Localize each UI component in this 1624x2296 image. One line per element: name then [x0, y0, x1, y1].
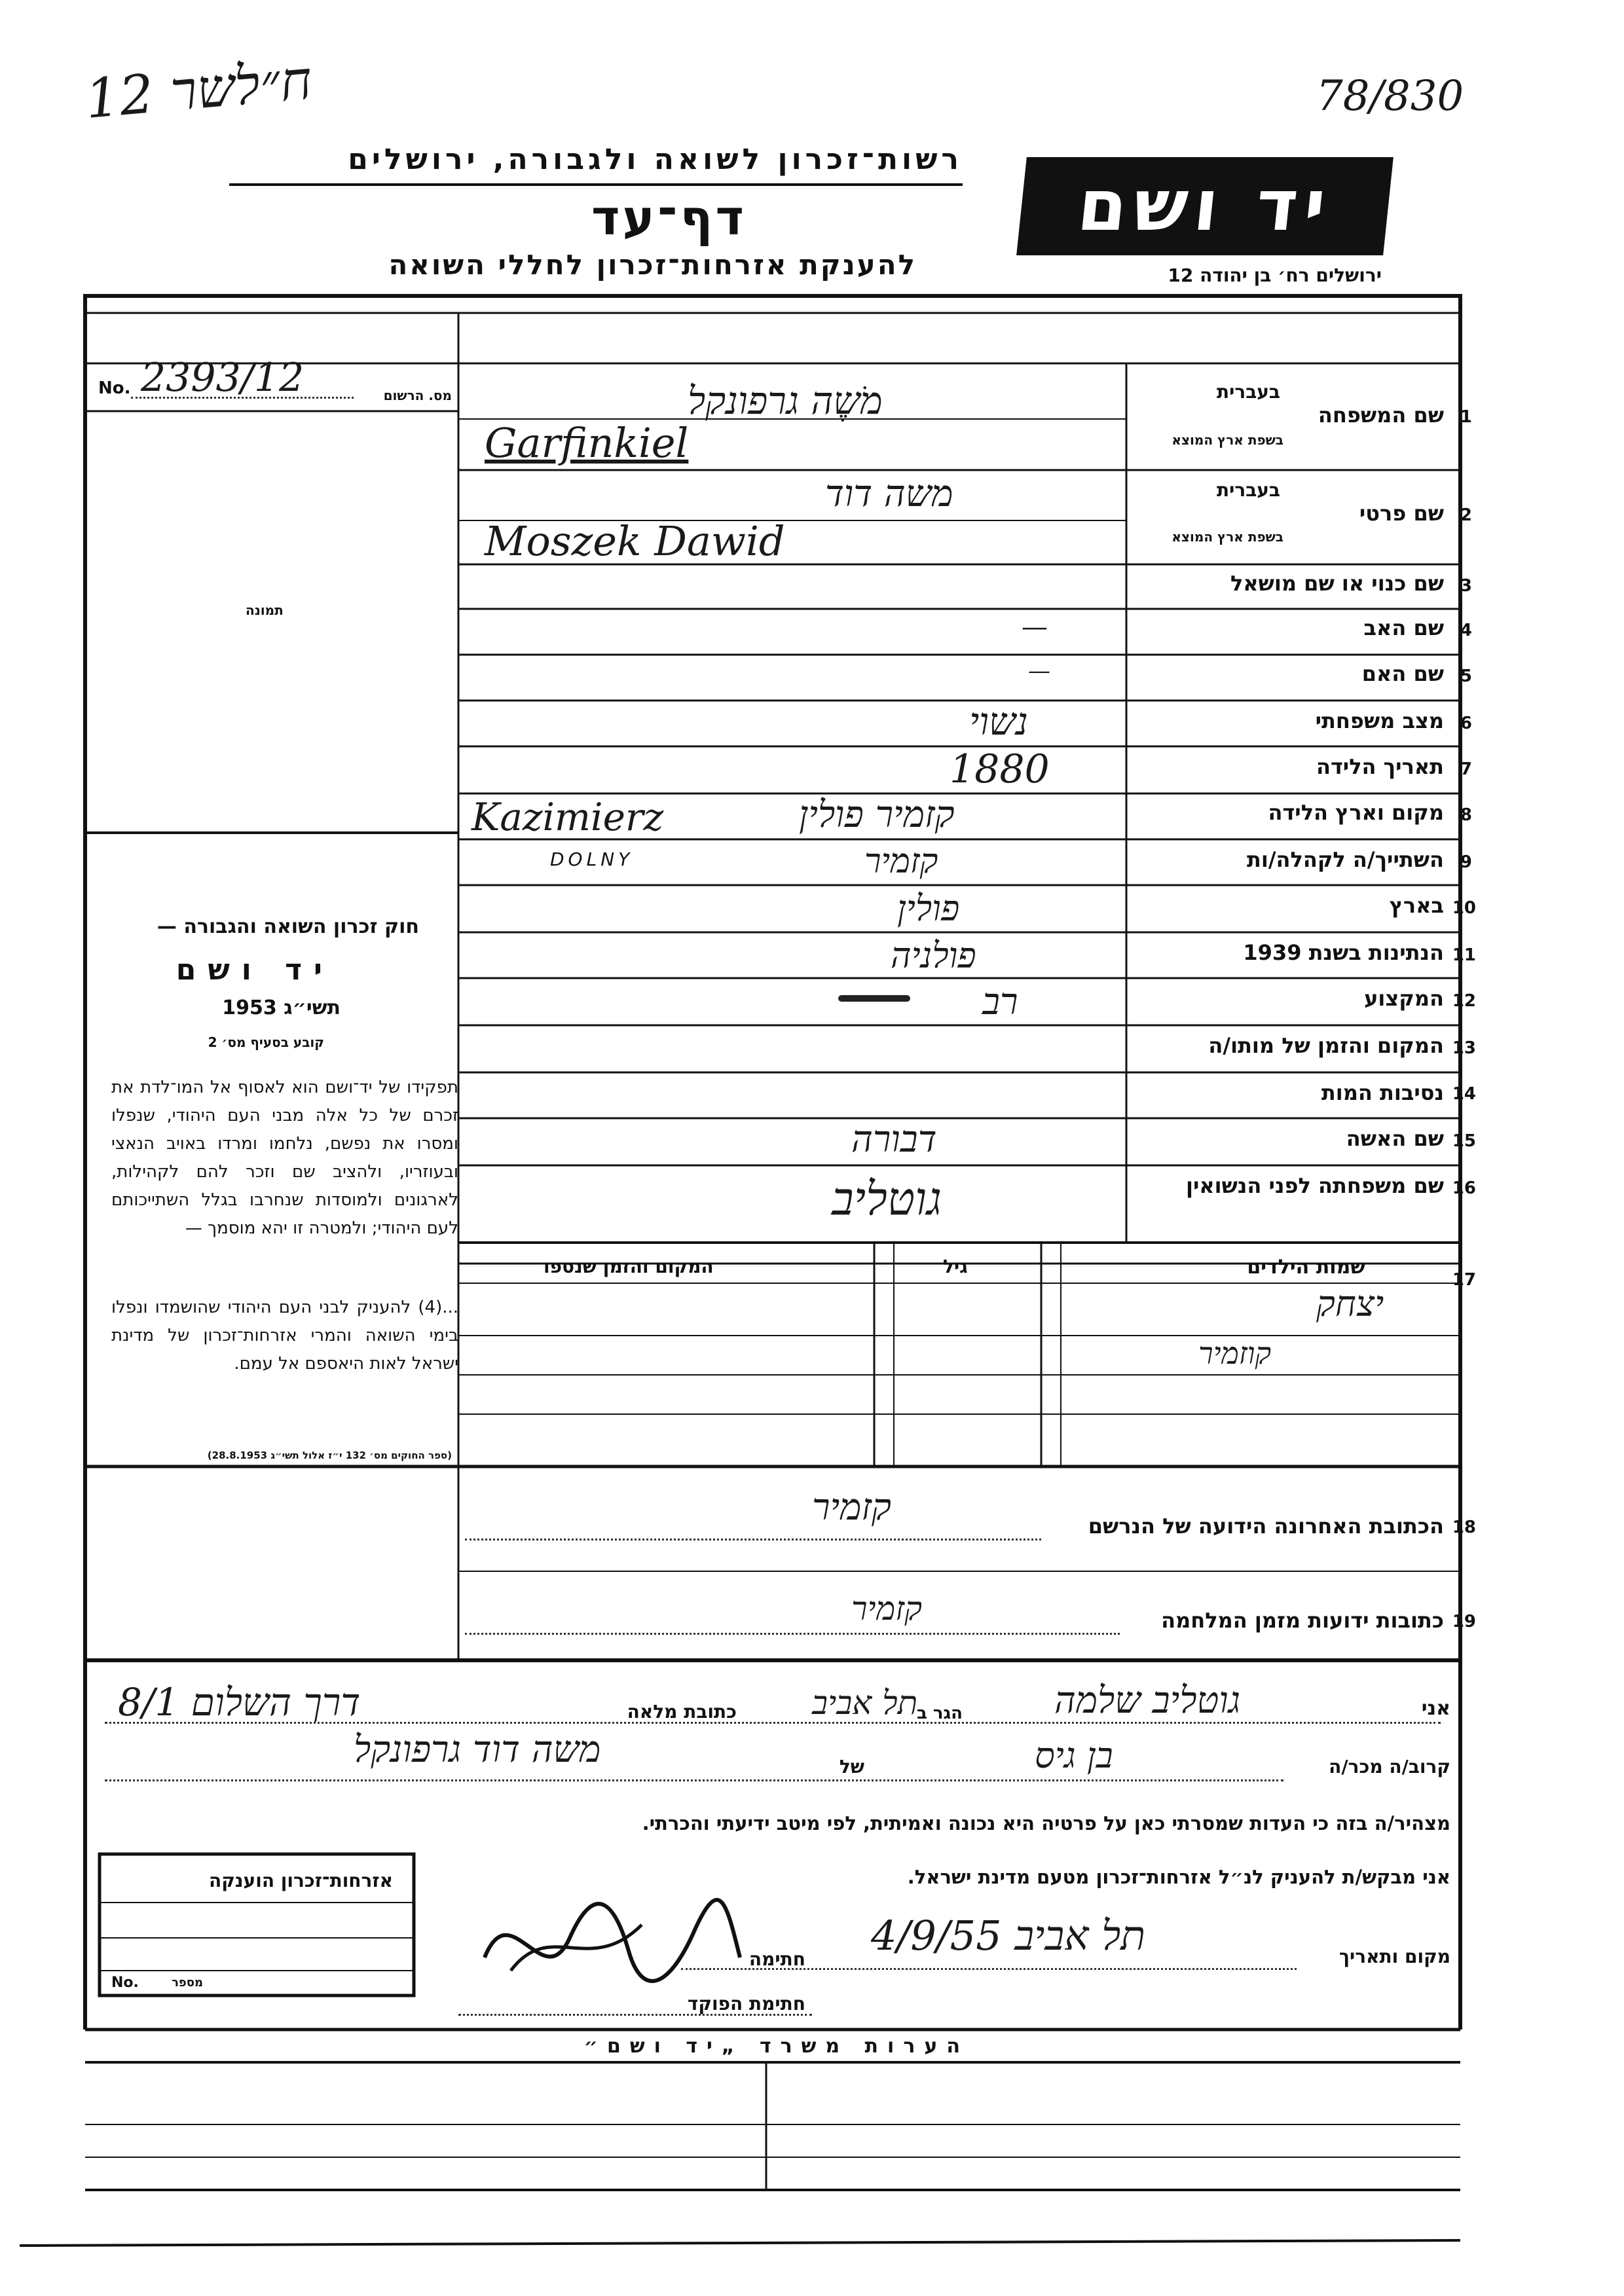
- decl-place-date-label: מקום ותאריך: [1338, 1946, 1450, 1967]
- field-9-num: 9: [1460, 852, 1472, 872]
- field-11-value[interactable]: פולניה: [891, 935, 976, 976]
- field-11-label: הנתינות בשנת 1939: [1243, 940, 1444, 965]
- decl-relation[interactable]: בן גיס: [1035, 1735, 1113, 1776]
- decl-signature[interactable]: [471, 1879, 747, 2010]
- field-1-sub-origin: בשפת ארץ המוצא: [1172, 432, 1283, 448]
- law-body-2: ...(4) להעניק לבני העם היהודי שהושמדו ונפלו בימי השואה והמרי אזרחות־זכרון של מדינת ישראל לאות היאספם אל עמם.: [111, 1298, 458, 1374]
- decl-line-2: [105, 1779, 1283, 1781]
- field-13-label: המקום והזמן של מותו/ה: [1208, 1033, 1444, 1058]
- field-15-num: 15: [1452, 1131, 1476, 1151]
- field-6-label: מצב משפחתי: [1315, 708, 1444, 733]
- field-7-value[interactable]: 1880: [950, 746, 1050, 792]
- field-5-num: 5: [1460, 666, 1472, 686]
- field-6-num: 6: [1460, 714, 1472, 733]
- field-10-value[interactable]: פולין: [897, 888, 960, 929]
- decl-full-address-label: כתובת מלאה: [627, 1701, 737, 1722]
- certificate-no-label: No.: [111, 1975, 139, 1991]
- field-8-value-hebrew[interactable]: קזמיר פולין: [799, 793, 955, 836]
- law-clause: קובע בסעיף מס׳ 2: [208, 1034, 324, 1050]
- decl-deceased[interactable]: משה דוד גרפונקל: [354, 1728, 601, 1771]
- certificate-number-label: מספר: [172, 1976, 203, 1990]
- field-16-label: שם משפחתה לפני הנשואין: [1185, 1173, 1444, 1198]
- law-title: חוק זכרון השואה והגבורה —: [157, 915, 419, 938]
- field-8-num: 8: [1460, 805, 1472, 825]
- certificate-title: אזרחות־זכרון הוענקה: [209, 1870, 393, 1891]
- address19-value[interactable]: קזמיר: [851, 1590, 923, 1628]
- field-15-value[interactable]: דבורה: [851, 1118, 937, 1161]
- decl-relative-label: קרוב/ה מכר/ה: [1329, 1756, 1450, 1777]
- field-4-label: שם האב: [1363, 615, 1444, 640]
- authority-title: רשות־זכרון לשואה ולגבורה, ירושלים: [348, 143, 963, 176]
- field-12-crossout: [838, 995, 910, 1002]
- decl-statement: מצהיר/ה בזה כי העדות שמסרתי כאן על פרטיה היא נכונה ואמיתית, לפי מיטב ידיעתי והכרתי.: [642, 1812, 1450, 1834]
- field-13-num: 13: [1452, 1038, 1476, 1058]
- field-3-num: 3: [1460, 576, 1472, 596]
- field-12-num: 12: [1452, 991, 1476, 1011]
- field-1-value-hebrew[interactable]: מֹשֶה גרפונקל: [688, 378, 883, 423]
- photo-placeholder-label: תמונה: [246, 602, 284, 618]
- signature-scribble: [471, 1879, 747, 2010]
- decl-officer-label: חתימת הפוקד: [687, 1993, 805, 2014]
- child-1-name-line2[interactable]: קוזמיר: [1198, 1336, 1272, 1371]
- field-1-value-origin[interactable]: Garfinkiel: [485, 419, 689, 467]
- field-2-value-origin[interactable]: Moszek Dawid: [485, 517, 785, 565]
- address19-dotline: [465, 1633, 1120, 1635]
- field-12-label: המקצוע: [1364, 986, 1444, 1011]
- child-1-name[interactable]: יצחק: [1316, 1283, 1384, 1324]
- decl-signature-label: חתימה: [748, 1948, 805, 1970]
- law-reference: (ספר החוקים מס׳ 132 י״ז אלול תשי״ג 28.8.1953): [207, 1449, 452, 1461]
- field-5-label: שם האם: [1361, 661, 1444, 686]
- field-2-label: שם פרטי: [1359, 501, 1444, 526]
- children-col-age: גיל: [943, 1256, 968, 1277]
- address19-num: 19: [1452, 1612, 1476, 1631]
- corner-note-right: 78/830: [1316, 72, 1464, 120]
- form-title: דף־עד: [591, 190, 747, 246]
- logo-address: ירושלים רח׳ בן יהודה 12: [1168, 264, 1382, 286]
- field-2-value-hebrew[interactable]: משה דוד: [825, 473, 953, 515]
- decl-resides: הגר ב: [916, 1704, 963, 1723]
- field-4-num: 4: [1460, 621, 1472, 640]
- address18-dotline: [465, 1539, 1041, 1540]
- corner-note-left: 12 ח״לשר: [83, 49, 315, 131]
- law-year: תשי״ג 1953: [222, 996, 341, 1019]
- field-8-value-origin[interactable]: Kazimierz: [471, 795, 664, 839]
- field-1-label: שם המשפחה: [1318, 403, 1444, 428]
- law-body: תפקידו של יד־ושם הוא לאסוף אל המו־לדת את זכרם של כל אלה מבני העם היהודי, שנפלו ומסרו את נפשם, נלחמו ומרדו באויב הנאצי ובעוזריו, ולהציב שם וזכר להם לקהילות, לארגונים ולמוסדות שנחרבו בגלל השתייכותם לעם היהודי; ולמטרה זו יהא מוסמך —: [111, 1078, 458, 1238]
- registration-no-label: No.: [98, 378, 131, 398]
- field-2-num: 2: [1460, 505, 1472, 525]
- field-3-label: שם כנוי או שם מושאל: [1230, 571, 1444, 596]
- children-col-place: המקום והזמן שנספו: [544, 1256, 714, 1277]
- field-1-num: 1: [1460, 407, 1472, 427]
- law-subtitle: יד ושם: [175, 953, 334, 987]
- address19-label: כתובות ידועות מזמן המלחמה: [1161, 1608, 1444, 1633]
- children-num: 17: [1452, 1270, 1476, 1290]
- decl-city[interactable]: תל אביב: [812, 1684, 918, 1722]
- field-2-sub-origin: בשפת ארץ המוצא: [1172, 529, 1283, 545]
- registration-label: מס. הרשום: [383, 388, 452, 403]
- field-1-sub-hebrew: בעברית: [1216, 381, 1280, 403]
- decl-line-officer: [458, 2014, 812, 2016]
- decl-street[interactable]: דרך השלום 8/1: [118, 1680, 361, 1724]
- field-14-num: 14: [1452, 1084, 1476, 1104]
- field-11-num: 11: [1452, 945, 1476, 965]
- logo-text: יד ושם: [1073, 165, 1337, 247]
- address18-label: הכתובת האחרונה הידועה של הנרשם: [1088, 1514, 1444, 1539]
- field-7-label: תאריך הלידה: [1316, 754, 1444, 779]
- address18-value[interactable]: קזמיר: [812, 1486, 891, 1529]
- field-16-value[interactable]: גוטליב: [832, 1172, 942, 1226]
- field-8-value-origin-2[interactable]: DOLNY: [550, 848, 634, 870]
- decl-of-label: של: [839, 1756, 864, 1777]
- field-8-label: מקום וארץ הלידה: [1268, 800, 1444, 825]
- field-4-value[interactable]: —: [1022, 612, 1048, 642]
- field-12-value[interactable]: רב: [982, 981, 1018, 1023]
- field-9-label: השתייך/ה לקהלה/ות: [1246, 847, 1444, 872]
- field-14-label: נסיבות המות: [1321, 1080, 1444, 1105]
- office-notes-title: הערות משרד „יד ושם״: [583, 2035, 969, 2058]
- field-7-num: 7: [1460, 759, 1472, 779]
- field-10-num: 10: [1452, 898, 1476, 918]
- field-5-value[interactable]: —: [1028, 658, 1050, 684]
- children-col-names: שמות הילדים: [1247, 1256, 1365, 1279]
- field-9-value[interactable]: קזמיר: [864, 842, 938, 881]
- form-subtitle: להענקת אזרחות־זכרון לחללי השואה: [388, 249, 917, 281]
- decl-declarant[interactable]: גוטליב שלמה: [1054, 1679, 1241, 1722]
- field-6-value[interactable]: נשוי: [969, 699, 1028, 744]
- decl-ani: אני: [1421, 1697, 1450, 1720]
- field-2-sub-hebrew: בעברית: [1216, 479, 1280, 501]
- field-10-label: בארץ: [1389, 893, 1444, 918]
- registration-number[interactable]: 2393/12: [141, 355, 304, 401]
- decl-place-date[interactable]: תל אביב 4/9/55: [871, 1912, 1146, 1959]
- field-15-label: שם האשה: [1346, 1126, 1444, 1151]
- address18-num: 18: [1452, 1518, 1476, 1537]
- field-16-num: 16: [1452, 1178, 1476, 1198]
- decl-request: אני מבקש/ת להעניק לנ״ל אזרחות־זכרון מטעם מדינת ישראל.: [907, 1866, 1450, 1888]
